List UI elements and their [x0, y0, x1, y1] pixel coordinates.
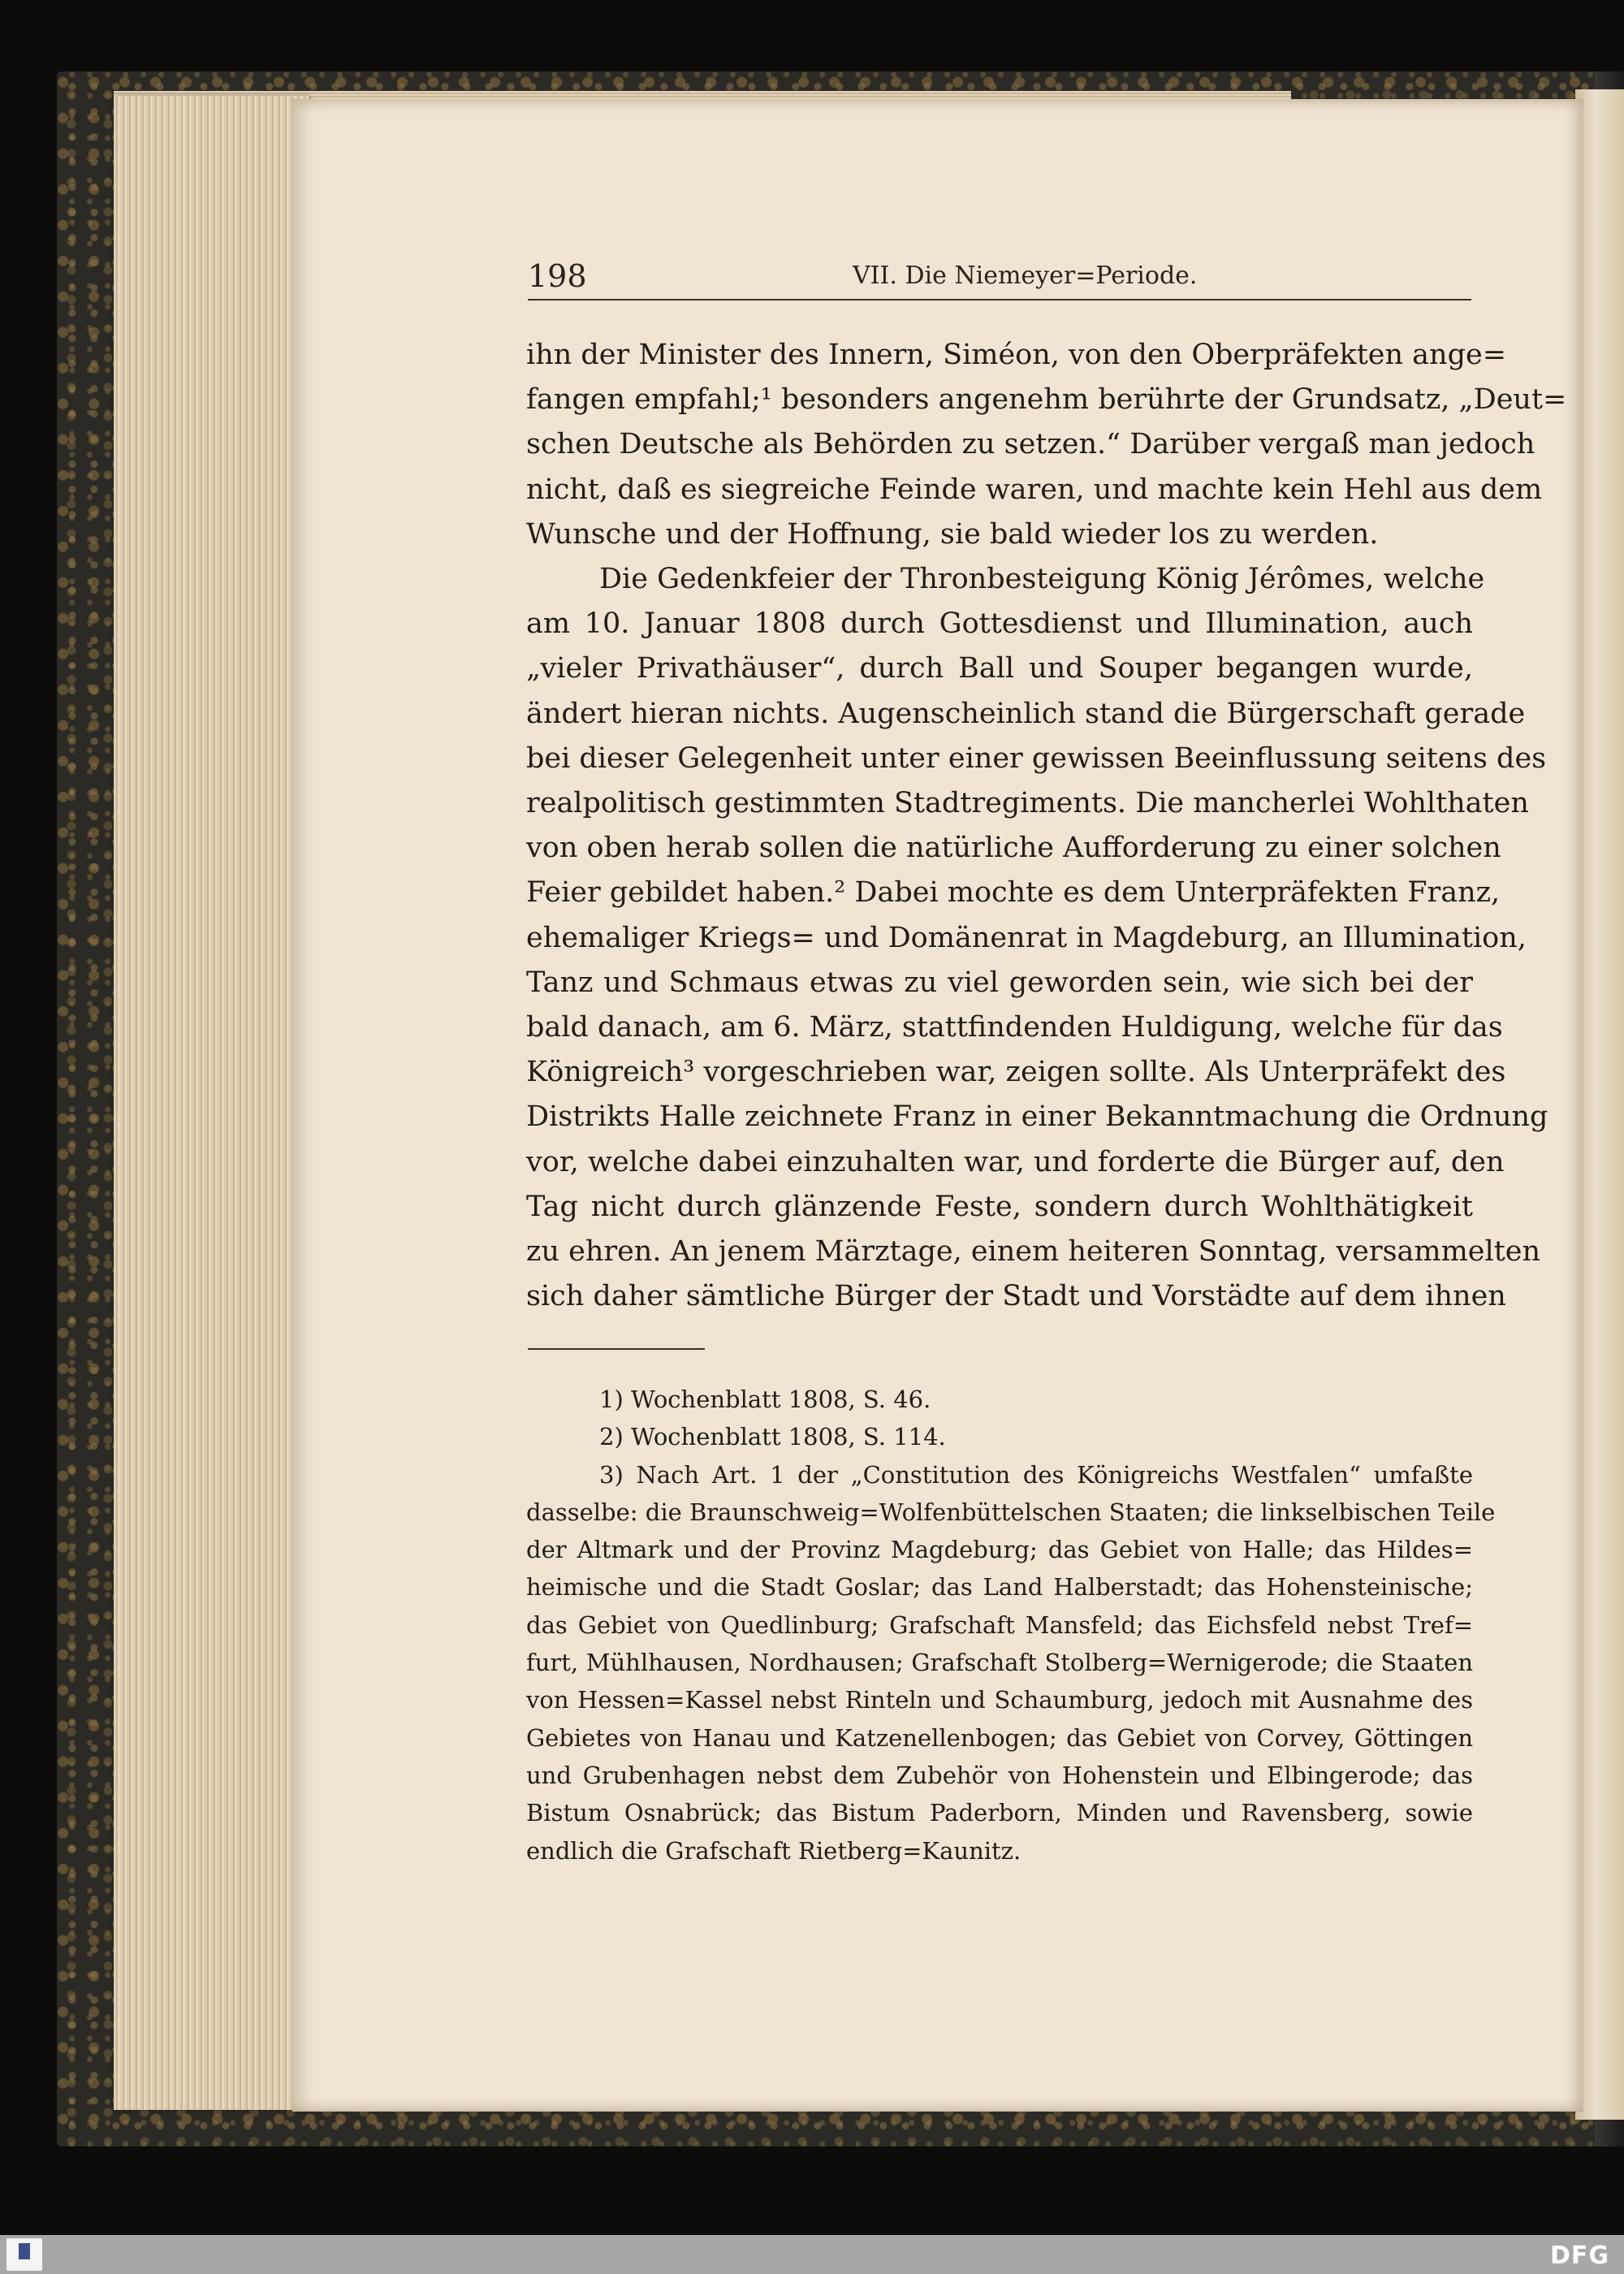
text-line: Distrikts Halle zeichnete Franz in einer Bekanntmachung die Ordnung — [526, 1100, 1548, 1134]
text-line: vor, welche dabei einzuhalten war, und forderte die Bürger auf, den — [526, 1145, 1505, 1178]
footnote-3-line: das Gebiet von Quedlinburg; Grafschaft Mansfeld; das Eichsfeld nebst Tref= — [526, 1610, 1473, 1639]
text-line: Wunsche und der Hoffnung, sie bald wieder los zu werden. — [526, 517, 1379, 551]
footnote-3-line: der Altmark und der Provinz Magdeburg; das Gebiet von Halle; das Hildes= — [526, 1536, 1473, 1564]
text-line: Tanz und Schmaus etwas zu viel geworden sein, wie sich bei der — [526, 966, 1473, 999]
library-logo-icon[interactable] — [6, 2238, 42, 2271]
text-line: am 10. Januar 1808 durch Gottesdienst und Illumination, auch — [526, 607, 1473, 641]
running-title: VII. Die Niemeyer=Periode. — [853, 262, 1198, 290]
text-line: sich daher sämtliche Bürger der Stadt und Vorstädte auf dem ihnen — [526, 1280, 1506, 1313]
footnote-3-line: Bistum Osnabrück; das Bistum Paderborn, Minden und Ravensberg, sowie — [526, 1799, 1473, 1827]
text-line: von oben herab sollen die natürliche Aufforderung zu einer solchen — [526, 832, 1501, 865]
footnote-3-line: endlich die Grafschaft Rietberg=Kaunitz. — [526, 1836, 1021, 1865]
text-line: Königreich³ vorgeschrieben war, zeigen sollte. Als Unterpräfekt des — [526, 1056, 1506, 1089]
text-line: Die Gedenkfeier der Thronbesteigung König Jérômes, welche — [599, 563, 1485, 596]
footnote-3-line: von Hessen=Kassel nebst Rinteln und Schaumburg, jedoch mit Ausnahme des — [526, 1686, 1473, 1714]
page-header — [528, 258, 1471, 300]
footnotes — [526, 1381, 1496, 1870]
text-line: ihn der Minister des Innern, Siméon, von den Oberpräfekten ange= — [526, 339, 1507, 371]
text-line: Tag nicht durch glänzende Feste, sondern durch Wohlthätigkeit — [526, 1190, 1473, 1223]
footnote-1: 1) Wochenblatt 1808, S. 46. — [599, 1386, 931, 1413]
body-text — [526, 333, 1567, 1319]
footnote-3-line: Gebietes von Hanau und Katzenellenbogen; das Gebiet von Corvey, Göttingen — [526, 1723, 1473, 1752]
text-line: bei dieser Gelegenheit unter einer gewissen Beeinflussung seitens des — [526, 741, 1547, 775]
text-line: zu ehren. An jenem Märztage, einem heiteren Sonntag, versammelten — [526, 1235, 1541, 1269]
footnote-2: 2) Wochenblatt 1808, S. 114. — [599, 1423, 946, 1451]
page-number: 198 — [528, 258, 587, 294]
text-line: bald danach, am 6. März, stattfindenden Huldigung, welche für das — [526, 1011, 1503, 1044]
text-line: nicht, daß es siegreiche Feinde waren, und machte kein Hehl aus dem — [526, 473, 1543, 506]
footnote-3-line: und Grubenhagen nebst dem Zubehör von Hohenstein und Elbingerode; das — [526, 1761, 1473, 1789]
dfg-logo[interactable]: DFG — [1549, 2242, 1609, 2270]
page-stack — [114, 96, 309, 2110]
footnote-rule — [528, 1348, 705, 1350]
text-line: ehemaliger Kriegs= und Domänenrat in Magdeburg, an Illumination, — [526, 921, 1527, 954]
footnote-3-line: heimische und die Stadt Goslar; das Land Halberstadt; das Hohensteinische; — [526, 1573, 1473, 1602]
footnote-3-line: furt, Mühlhausen, Nordhausen; Grafschaft Stolberg=Wernigerode; die Staaten — [526, 1649, 1473, 1677]
text-line: fangen empfahl;¹ besonders angenehm berührte der Grundsatz, „Deut= — [526, 383, 1567, 417]
viewer-footer-bar — [0, 2235, 1624, 2274]
text-line: realpolitisch gestimmten Stadtregiments. Die mancherlei Wohlthaten — [526, 787, 1529, 820]
footnote-3-line: 3) Nach Art. 1 der „Constitution des Königreichs Westfalen“ umfaßte — [599, 1460, 1473, 1489]
text-line: Feier gebildet haben.² Dabei mochte es dem Unterpräfekten Franz, — [526, 876, 1501, 910]
text-line: „vieler Privathäuser“, durch Ball und Souper begangen wurde, — [526, 652, 1473, 685]
footnote-3-line: dasselbe: die Braunschweig=Wolfenbüttelschen Staaten; die linkselbischen Teile — [526, 1498, 1496, 1526]
text-line: ändert hieran nichts. Augenscheinlich stand die Bürgerschaft gerade — [526, 697, 1526, 730]
text-line: schen Deutsche als Behörden zu setzen.“ Darüber vergaß man jedoch — [526, 428, 1535, 461]
